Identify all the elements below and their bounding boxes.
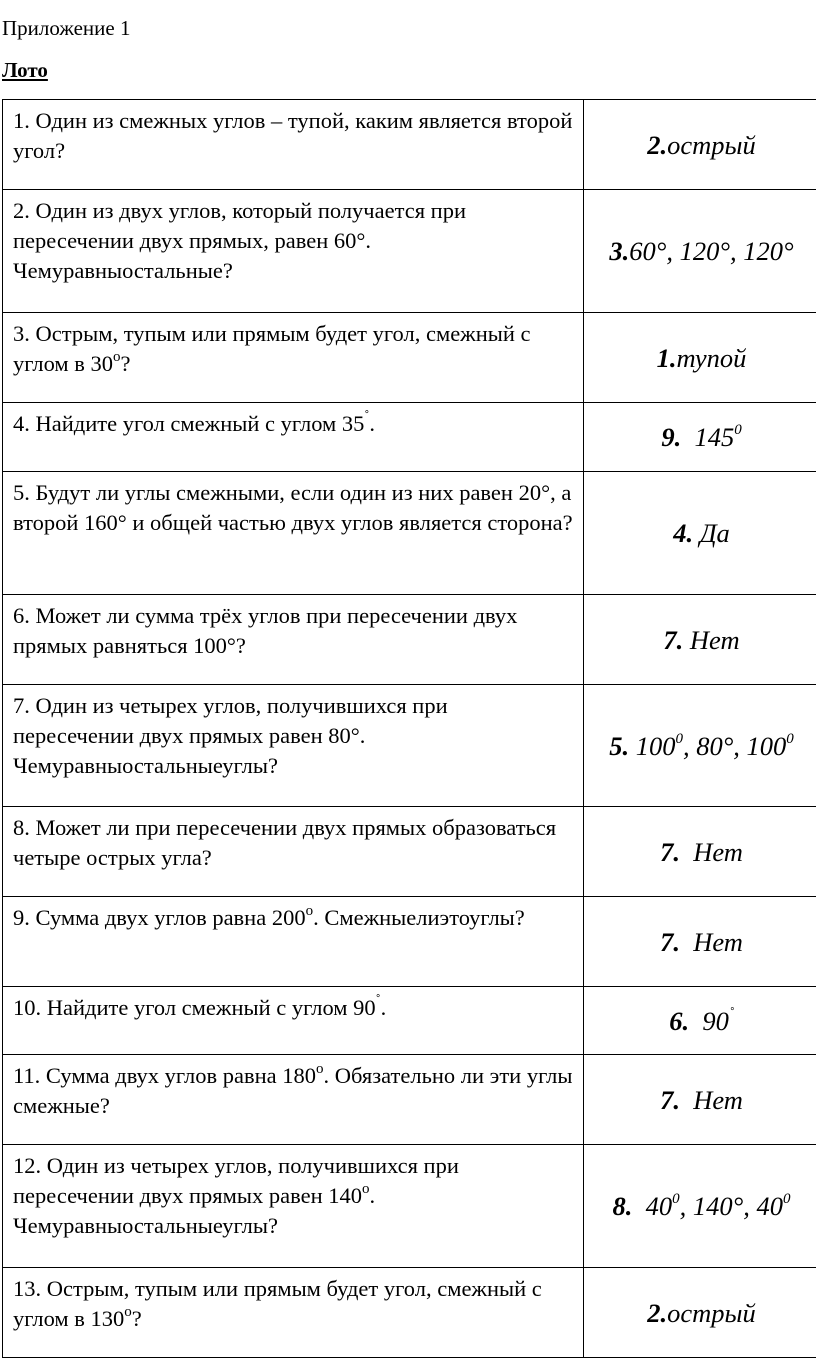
table-row — [3, 807, 816, 897]
question-cell — [3, 313, 584, 403]
table-row — [3, 897, 816, 987]
question-cell — [3, 685, 584, 807]
question-cell — [3, 1145, 584, 1268]
question-text: 12. Один из четырех углов, получившихся при пересечении двух прямых равен 140 — [13, 1153, 459, 1208]
answer-cell — [584, 595, 816, 685]
question-text: 8. Может ли при пересечении двух прямых образоваться четыре острых угла? — [13, 815, 556, 870]
answer-cell — [584, 987, 816, 1055]
table-row — [3, 685, 816, 807]
answer-degree-mark: ˚ — [729, 1006, 734, 1022]
question-cell — [3, 190, 584, 313]
answer-number: 9. — [661, 422, 681, 452]
answer-cell — [584, 313, 816, 403]
question-text: 10. Найдите угол смежный с углом 90 — [13, 995, 376, 1020]
question-text-end: . — [381, 995, 387, 1020]
question-text: 1. Один из смежных углов – тупой, каким является второй угол? — [13, 108, 572, 163]
question-text: 5. Будут ли углы смежными, если один из них равен 20°, а второй 160° и общей частью двух углов является сторона? — [13, 480, 573, 535]
question-cell — [3, 1268, 584, 1358]
degree-mark: ˚ — [376, 993, 381, 1009]
answer-text: тупой — [676, 343, 746, 373]
answer-text-rest: , 140°, 40 — [680, 1191, 783, 1221]
question-cell — [3, 1055, 584, 1145]
answer-number: 7. — [660, 1085, 680, 1115]
answer-number: 3. — [609, 236, 629, 266]
answer-cell — [584, 190, 816, 313]
question-text: 9. Сумма двух углов равна 200 — [13, 905, 306, 930]
answer-cell — [584, 1055, 816, 1145]
answer-text: острый — [667, 1298, 756, 1328]
question-text: 13. Острым, тупым или прямым будет угол, смежный с углом в 130 — [13, 1276, 542, 1331]
question-text: 2. Один из двух углов, который получается при пересечении двух прямых, равен 60°. Чемуравныостальные? — [13, 198, 466, 283]
degree-mark: о — [362, 1181, 370, 1197]
question-cell — [3, 897, 584, 987]
question-text-end: . Обязательно ли эти углы смежные? — [13, 1063, 573, 1118]
question-text-end: . — [369, 411, 375, 436]
answer-cell — [584, 472, 816, 595]
answer-text: Нет — [693, 927, 743, 957]
answer-cell — [584, 1145, 816, 1268]
question-cell — [3, 472, 584, 595]
answer-degree-mark: 0 — [734, 422, 742, 438]
answer-text: 90 — [702, 1006, 729, 1036]
table-row — [3, 472, 816, 595]
answer-number: 7. — [660, 837, 680, 867]
table-row — [3, 100, 816, 190]
answer-number: 7. — [663, 625, 683, 655]
table-row — [3, 595, 816, 685]
answer-cell — [584, 100, 816, 190]
answer-cell — [584, 897, 816, 987]
answer-text: 60°, 120°, 120° — [629, 236, 793, 266]
degree-mark: ˚ — [364, 409, 369, 425]
answer-number: 4. — [673, 518, 693, 548]
answer-number: 7. — [660, 927, 680, 957]
question-text: 7. Один из четырех углов, получившихся при пересечении двух прямых равен 80°. Чемуравныостальныеуглы? — [13, 693, 448, 778]
answer-text: 145 — [694, 422, 734, 452]
table-row — [3, 1145, 816, 1268]
question-text-end: ? — [121, 351, 131, 376]
degree-mark: о — [124, 1304, 132, 1320]
answer-degree-mark: 0 — [672, 1191, 680, 1207]
question-cell — [3, 987, 584, 1055]
answer-text: острый — [667, 130, 756, 160]
answer-degree-mark: 0 — [786, 731, 794, 747]
answer-number: 5. — [609, 731, 629, 761]
question-cell — [3, 595, 584, 685]
answer-degree-mark: 0 — [783, 1191, 791, 1207]
question-cell — [3, 807, 584, 897]
question-text-end: . Чемуравныостальныеуглы? — [13, 1183, 375, 1238]
question-text: 6. Может ли сумма трёх углов при пересечении двух прямых равняться 100°? — [13, 603, 517, 658]
table-row — [3, 313, 816, 403]
lotto-table — [2, 99, 816, 1358]
question-text: 3. Острым, тупым или прямым будет угол, смежный с углом в 30 — [13, 321, 531, 376]
answer-text-rest: , 80°, 100 — [683, 731, 786, 761]
answer-text: Нет — [693, 837, 743, 867]
answer-number: 8. — [613, 1191, 633, 1221]
appendix-label: Приложение 1 — [2, 14, 130, 42]
answer-number: 1. — [657, 343, 677, 373]
page-title: Лото — [2, 56, 48, 84]
answer-text: 40 — [646, 1191, 673, 1221]
answer-number: 2. — [647, 1298, 667, 1328]
table-row — [3, 987, 816, 1055]
question-text: 4. Найдите угол смежный с углом 35 — [13, 411, 364, 436]
answer-text: Нет — [693, 1085, 743, 1115]
answer-cell — [584, 403, 816, 472]
answer-number: 6. — [669, 1006, 689, 1036]
answer-text: Да — [700, 518, 730, 548]
question-cell — [3, 403, 584, 472]
answer-number: 2. — [647, 130, 667, 160]
degree-mark: о — [316, 1061, 324, 1077]
answer-cell — [584, 685, 816, 807]
answer-cell — [584, 807, 816, 897]
answer-degree-mark: 0 — [675, 731, 683, 747]
table-row — [3, 1055, 816, 1145]
degree-mark: о — [306, 903, 314, 919]
question-text-end: . Смежныелиэтоуглы? — [313, 905, 525, 930]
degree-mark: о — [113, 349, 121, 365]
table-row — [3, 190, 816, 313]
answer-text: 100 — [636, 731, 676, 761]
table-row — [3, 1268, 816, 1358]
answer-text: Нет — [690, 625, 740, 655]
question-text: 11. Сумма двух углов равна 180 — [13, 1063, 316, 1088]
answer-cell — [584, 1268, 816, 1358]
question-cell — [3, 100, 584, 190]
question-text-end: ? — [132, 1306, 142, 1331]
table-row — [3, 403, 816, 472]
